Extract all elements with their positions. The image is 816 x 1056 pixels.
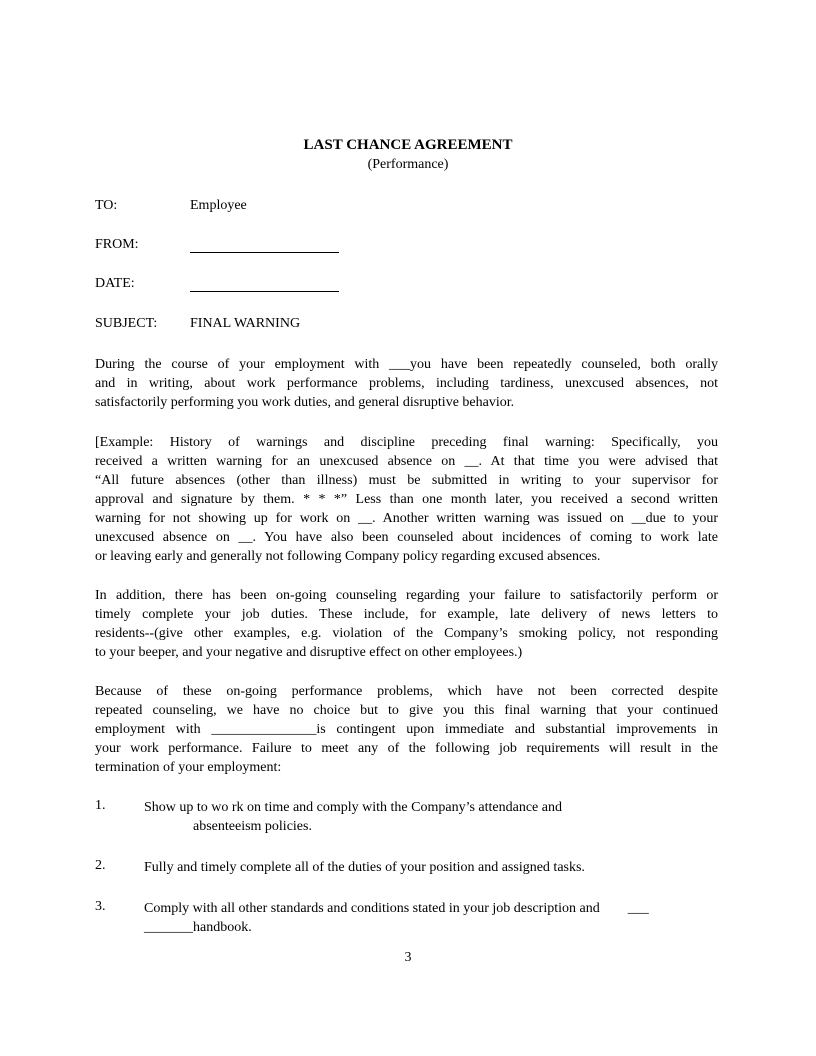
paragraph-line: your work performance. Failure to meet any of the following job requirements will result in the — [95, 741, 718, 756]
list-item — [144, 858, 585, 877]
document-title: LAST CHANCE AGREEMENT — [303, 137, 513, 153]
from-blank-line — [190, 252, 339, 253]
paragraph-line: repeated counseling, we have no choice but to give you this final warning that your continued — [95, 703, 718, 718]
paragraph-line: warning for not showing up for work on __. Another written warning was issued on __due to your — [95, 511, 718, 526]
list-item — [144, 798, 562, 836]
paragraph-addition — [95, 586, 718, 662]
paragraph-line: to your beeper, and your negative and disruptive effect on other employees.) — [95, 645, 523, 660]
paragraph-line: timely complete your job duties. These include, for example, late delivery of news letters to — [95, 607, 718, 622]
list-item-text: Show up to wo rk on time and comply with the Company’s attendance and — [144, 800, 562, 815]
paragraph-line: Because of these on-going performance problems, which have not been corrected despite — [95, 684, 718, 699]
list-item — [144, 899, 649, 937]
date-blank-line — [190, 291, 339, 292]
page-number: 3 — [404, 950, 412, 965]
document-subtitle: (Performance) — [367, 157, 449, 172]
list-item-text: absenteeism policies. — [193, 819, 312, 834]
list-number: 3. — [95, 899, 106, 914]
paragraph-line: unexcused absence on __. You have also been counseled about incidences of coming to work late — [95, 530, 718, 545]
paragraph-example — [95, 433, 718, 566]
paragraph-line: During the course of your employment with ___you have been repeatedly counseled, both orally — [95, 357, 718, 372]
paragraph-line: “All future absences (other than illness) must be submitted in writing to your supervisor for — [95, 473, 718, 488]
paragraph-line: and in writing, about work performance problems, including tardiness, unexcused absences, not — [95, 376, 718, 391]
paragraph-line: In addition, there has been on-going counseling regarding your failure to satisfactorily perform or — [95, 588, 718, 603]
paragraph-line: approval and signature by them. * * *” Less than one month later, you received a second written — [95, 492, 718, 507]
to-value: Employee — [190, 198, 247, 213]
list-number: 1. — [95, 798, 106, 813]
from-label: FROM: — [95, 237, 139, 252]
paragraph-line: residents--(give other examples, e.g. violation of the Company’s smoking policy, not responding — [95, 626, 718, 641]
list-item-text: Fully and timely complete all of the duties of your position and assigned tasks. — [144, 860, 585, 875]
list-number: 2. — [95, 858, 106, 873]
paragraph-final-warning — [95, 682, 718, 777]
paragraph-line: received a written warning for an unexcused absence on __. At that time you were advised that — [95, 454, 718, 469]
to-label: TO: — [95, 198, 118, 213]
paragraph-line: employment with _______________is contingent upon immediate and substantial improvements in — [95, 722, 718, 737]
list-item-text: Comply with all other standards and conditions stated in your job description and ___ — [144, 901, 649, 916]
paragraph-line: [Example: History of warnings and discipline preceding final warning: Specifically, you — [95, 435, 718, 450]
subject-label: SUBJECT: — [95, 316, 158, 331]
date-label: DATE: — [95, 276, 135, 291]
subject-value: FINAL WARNING — [190, 316, 301, 331]
paragraph-line: termination of your employment: — [95, 760, 282, 775]
paragraph-counseling — [95, 355, 718, 412]
list-item-text: _______handbook. — [144, 920, 252, 935]
paragraph-line: or leaving early and generally not following Company policy regarding excused absences. — [95, 549, 601, 564]
paragraph-line: satisfactorily performing you work duties, and general disruptive behavior. — [95, 395, 515, 410]
